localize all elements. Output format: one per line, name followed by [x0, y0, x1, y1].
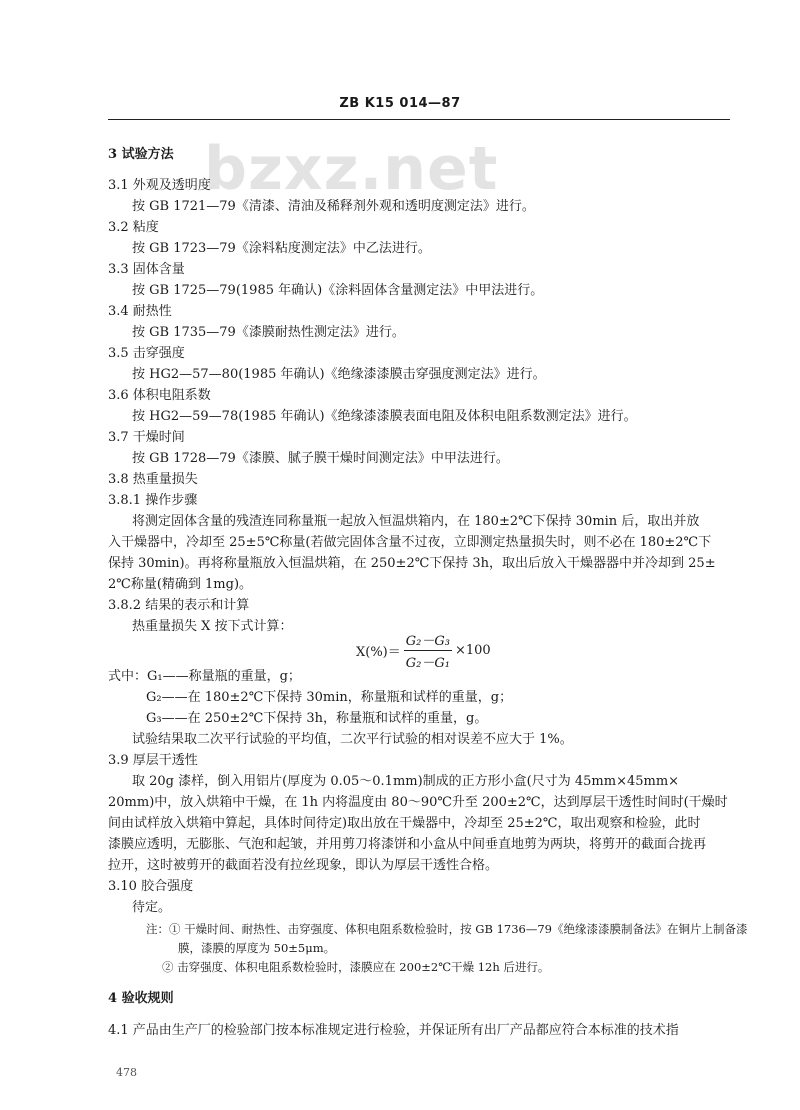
- section-3-10-text: 待定。: [132, 900, 172, 915]
- section-3-6-text: 按 HG2—59—78(1985 年确认)《绝缘漆漆膜表面电阻及体积电阻系数测定法》进行。: [132, 409, 637, 424]
- note-1: 注：① 干燥时间、耐热性、击穿强度、体积电阻系数检验时，按 GB 1736—79《绝缘漆漆膜制备法》在铜片上制备漆: [146, 922, 748, 936]
- section-3-9-paragraph-line: 拉开，这时被剪开的截面若没有拉丝现象，即认为厚层干透性合格。: [108, 858, 499, 873]
- section-4-1-text: 4.1 产品由生产厂的检验部门按本标准规定进行检验，并保证所有出厂产品都应符合本标准的技术指: [108, 1023, 679, 1038]
- section-3-8-title: 3.8 热重量损失: [108, 472, 198, 487]
- formula-denominator: G₂－G₁: [405, 656, 450, 671]
- section-3-9-paragraph-line: 间由试样放入烘箱中算起，具体时间待定)取出放在干燥器中，冷却至 25±2℃，取出观察和检验，此时: [108, 816, 701, 831]
- section-3-9-paragraph-line: 取 20g 漆样，倒入用铝片(厚度为 0.05～0.1mm)制成的正方形小盒(尺寸为 45mm×45mm×: [132, 774, 680, 789]
- formula-numerator: G₂－G₃: [404, 630, 452, 651]
- section-3-6-title: 3.6 体积电阻系数: [108, 388, 211, 403]
- variable-definition: G₂——在 180±2℃下保持 30min，称量瓶和试样的重量，g；: [146, 690, 513, 705]
- section-3-9-paragraph-line: 20mm)中，放入烘箱中干燥，在 1h 内将温度由 80～90℃升至 200±2℃，达到厚层干透性时间时(干燥时: [108, 795, 728, 810]
- section-3-8-1-paragraph-line: 将测定固体含量的残渣连同称量瓶一起放入恒温烘箱内，在 180±2℃下保持 30min 后，取出并放: [132, 514, 700, 529]
- note-1-continuation: 膜，漆膜的厚度为 50±5μm。: [178, 941, 336, 955]
- section-3-4-title: 3.4 耐热性: [108, 304, 172, 319]
- section-3-8-1-paragraph-line: 入干燥器中，冷却至 25±5℃称量(若做完固体含量不过夜，立即测定热量损失时，则不必在 180±2℃下: [108, 535, 712, 550]
- section-3-5-text: 按 HG2—57—80(1985 年确认)《绝缘漆漆膜击穿强度测定法》进行。: [132, 367, 546, 382]
- formula-rhs: ×100: [454, 643, 491, 658]
- variable-definition: G₃——在 250±2℃下保持 3h，称量瓶和试样的重量，g。: [146, 711, 488, 726]
- variable-definition: 式中：G₁——称量瓶的重量，g；: [108, 669, 301, 684]
- section-3-9-title: 3.9 厚层干透性: [108, 753, 198, 768]
- header-rule: [108, 119, 730, 120]
- section-3-1-text: 按 GB 1721—79《清漆、清油及稀释剂外观和透明度测定法》进行。: [132, 199, 535, 214]
- section-3-2-text: 按 GB 1723—79《涂料粘度测定法》中乙法进行。: [132, 241, 431, 256]
- section-3-8-1-title: 3.8.1 操作步骤: [108, 493, 198, 508]
- watermark: bzxz.net: [204, 134, 499, 204]
- section-3-4-text: 按 GB 1735—79《漆膜耐热性测定法》进行。: [132, 325, 405, 340]
- formula-lhs: X(%)＝: [356, 645, 401, 660]
- section-3-8-1-paragraph-line: 保持 30min)。再将称量瓶放入恒温烘箱，在 250±2℃下保持 3h，取出后放入干燥器器中并冷却到 25±: [108, 556, 716, 571]
- section-3-3-title: 3.3 固体含量: [108, 262, 185, 277]
- result-statement: 试验结果取二次平行试验的平均值，二次平行试验的相对误差不应大于 1%。: [132, 732, 573, 747]
- section-3-10-title: 3.10 胶合强度: [108, 879, 194, 894]
- formula-fraction: [404, 630, 452, 671]
- section-3-8-2-title: 3.8.2 结果的表示和计算: [108, 598, 250, 613]
- section-3-9-paragraph-line: 漆膜应透明，无膨胀、气泡和起皱，并用剪刀将漆饼和小盒从中间垂直地剪为两块，将剪开的截面合拢再: [108, 837, 707, 852]
- section-3-3-text: 按 GB 1725—79(1985 年确认)《涂料固体含量测定法》中甲法进行。: [132, 283, 544, 298]
- section-3-2-title: 3.2 粘度: [108, 220, 159, 235]
- section-3-1-title: 3.1 外观及透明度: [108, 178, 211, 193]
- section-3-8-1-paragraph-line: 2℃称量(精确到 1mg)。: [108, 577, 253, 592]
- page-number: 478: [116, 1066, 137, 1079]
- section-3-7-text: 按 GB 1728—79《漆膜、腻子膜干燥时间测定法》中甲法进行。: [132, 451, 509, 466]
- standard-code-header: ZB K15 014—87: [339, 96, 461, 111]
- formula-intro: 热重量损失 X 按下式计算：: [132, 619, 293, 634]
- section-3-title: 3 试验方法: [108, 147, 174, 162]
- heat-loss-formula: [356, 630, 491, 671]
- section-3-7-title: 3.7 干燥时间: [108, 430, 185, 445]
- section-3-5-title: 3.5 击穿强度: [108, 346, 185, 361]
- section-4-title: 4 验收规则: [108, 991, 174, 1006]
- note-2: ② 击穿强度、体积电阻系数检验时，漆膜应在 200±2℃干燥 12h 后进行。: [162, 960, 550, 974]
